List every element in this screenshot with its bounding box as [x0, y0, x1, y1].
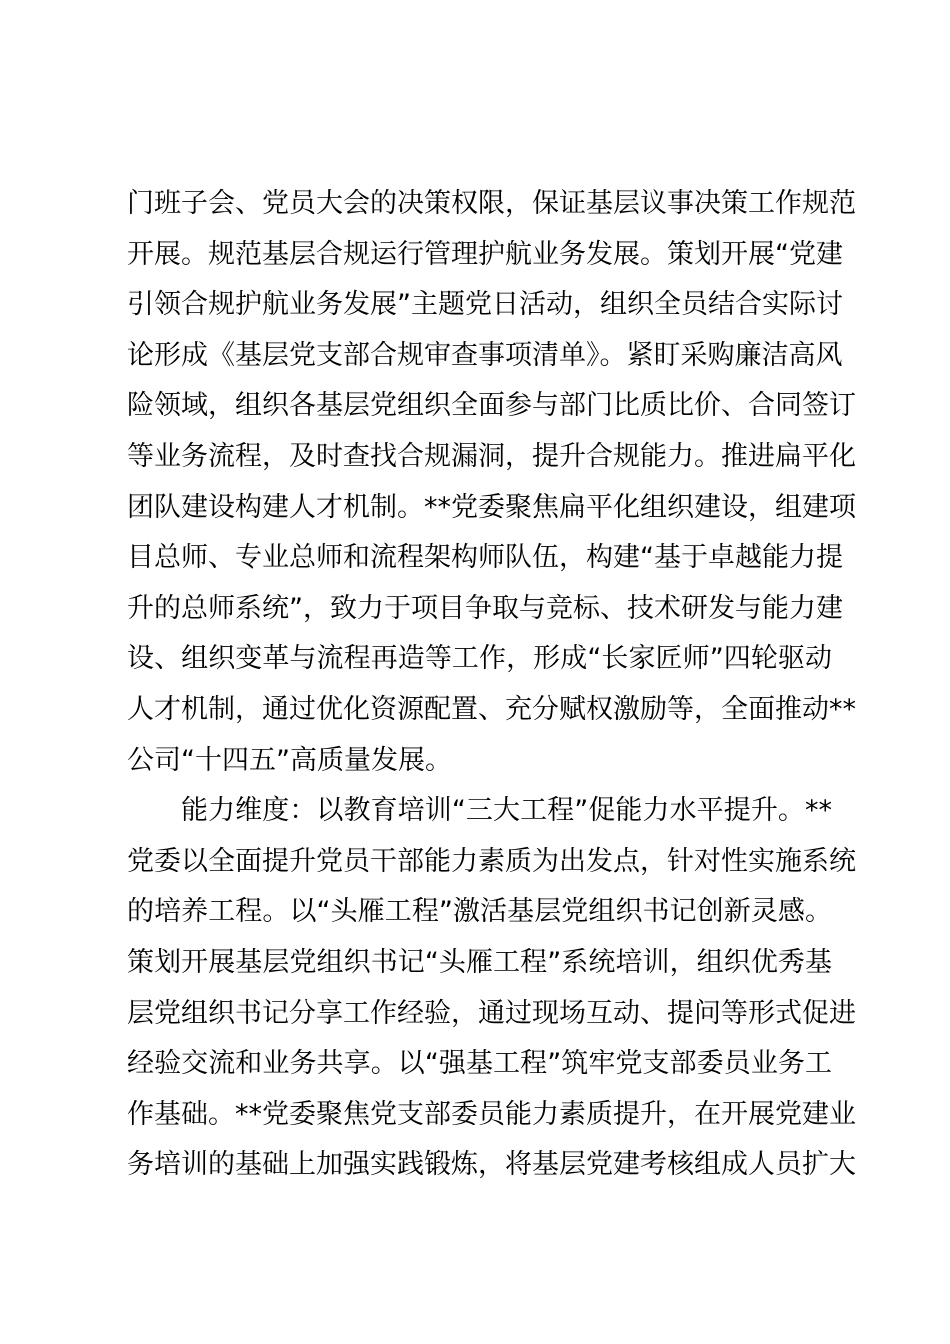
text-line: 策划开展基层党组织书记“头雁工程”系统培训，组织优秀基	[127, 946, 832, 978]
text-line: 作基础。**党委聚焦党支部委员能力素质提升，在开展党建业	[127, 1098, 856, 1130]
paragraph	[127, 179, 856, 786]
text-line: 团队建设构建人才机制。**党委聚焦扁平化组织建设，组建项	[127, 491, 856, 523]
text-line: 开展。规范基层合规运行管理护航业务发展。策划开展“党建	[127, 238, 843, 270]
text-line: 能力维度：以教育培训“三大工程”促能力水平提升。**	[181, 795, 832, 827]
text-line: 层党组织书记分享工作经验，通过现场互动、提问等形式促进	[127, 997, 856, 1029]
body-text	[127, 179, 856, 1191]
text-line: 门班子会、党员大会的决策权限，保证基层议事决策工作规范	[127, 188, 856, 219]
text-line: 经验交流和业务共享。以“强基工程”筑牢党支部委员业务工	[127, 1048, 832, 1080]
text-line: 引领合规护航业务发展”主题党日活动，组织全员结合实际讨	[127, 289, 843, 321]
text-line: 等业务流程，及时查找合规漏洞，提升合规能力。推进扁平化	[127, 440, 856, 472]
text-line: 务培训的基础上加强实践锻炼，将基层党建考核组成人员扩大	[127, 1149, 856, 1181]
text-line: 升的总师系统”，致力于项目争取与竞标、技术研发与能力建	[127, 592, 843, 624]
text-line: 党委以全面提升党员干部能力素质为出发点，针对性实施系统	[127, 845, 856, 877]
text-line: 设、组织变革与流程再造等工作，形成“长家匠师”四轮驱动	[127, 643, 832, 675]
text-line: 人才机制，通过优化资源配置、充分赋权激励等，全面推动**	[127, 693, 856, 725]
paragraph	[127, 786, 856, 1191]
text-line: 险领域，组织各基层党组织全面参与部门比质比价、合同签订	[127, 390, 856, 422]
text-line: 的培养工程。以“头雁工程”激活基层党组织书记创新灵感。	[127, 896, 832, 928]
text-line: 论形成《基层党支部合规审查事项清单》。紧盯采购廉洁高风	[127, 339, 843, 371]
text-line: 目总师、专业总师和流程架构师队伍，构建“基于卓越能力提	[127, 542, 843, 574]
text-line: 公司“十四五”高质量发展。	[127, 744, 452, 776]
